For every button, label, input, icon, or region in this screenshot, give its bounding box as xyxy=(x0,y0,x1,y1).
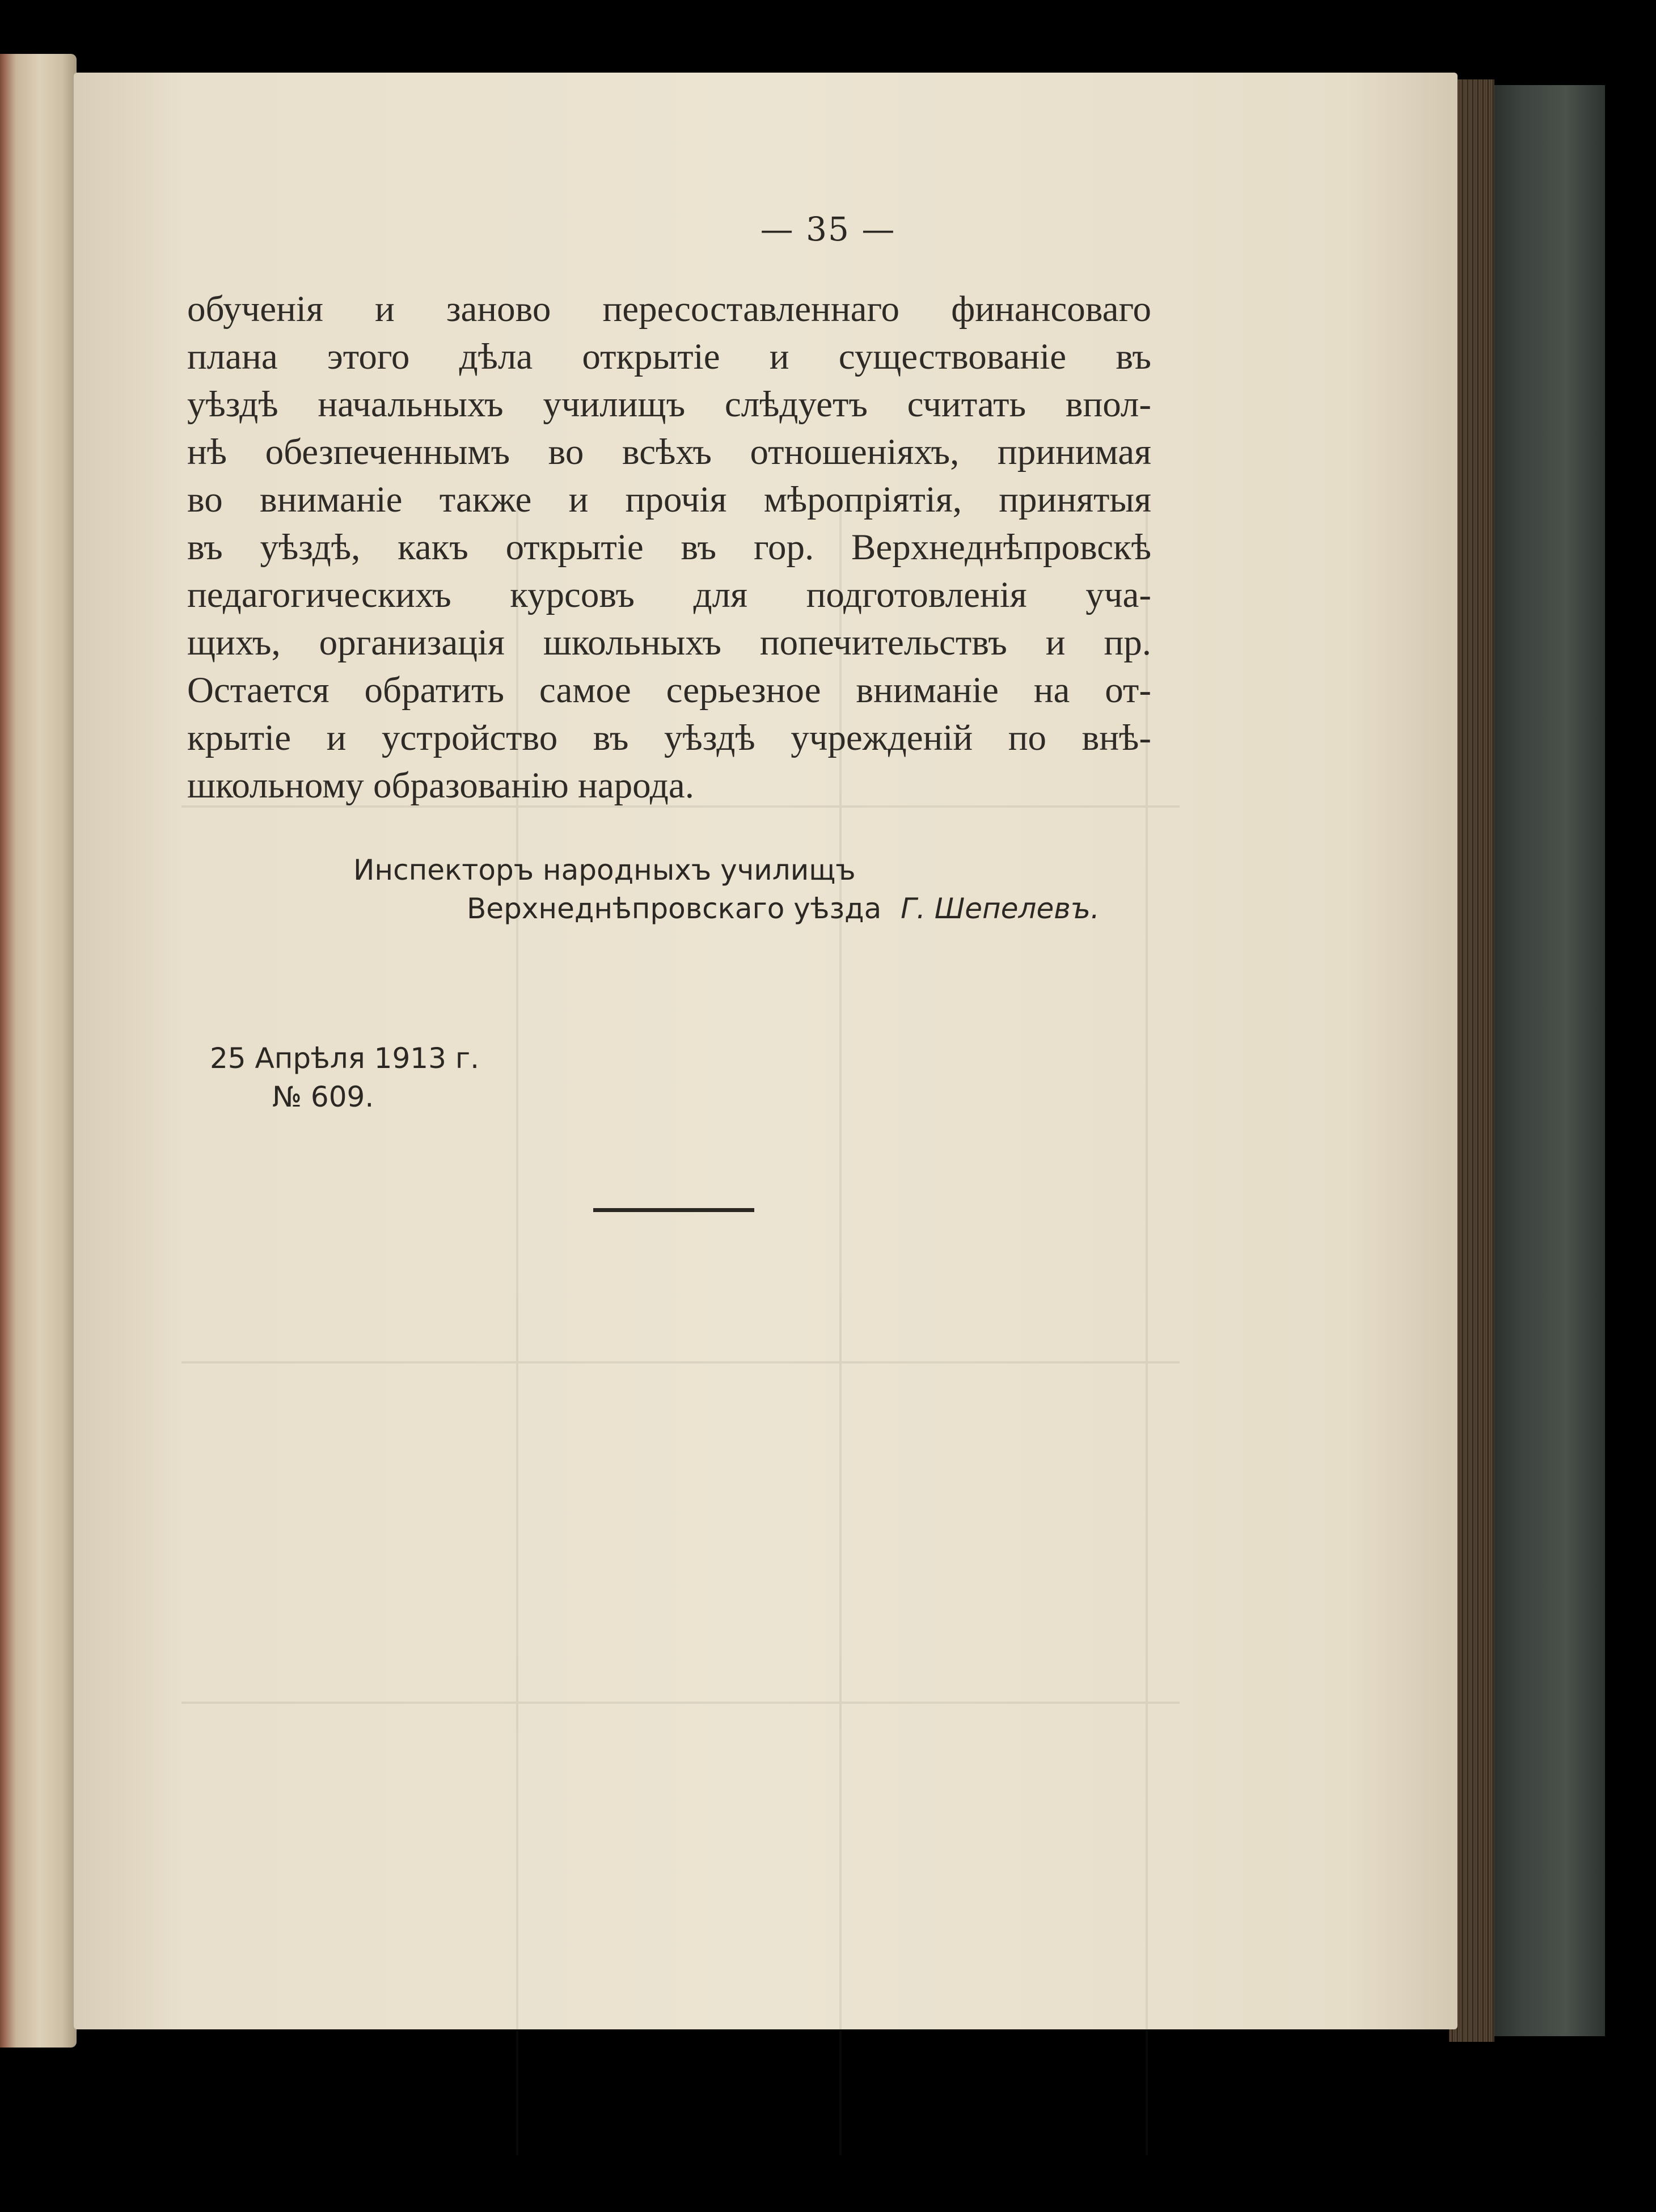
signature-title: Инспекторъ народныхъ училищъ xyxy=(353,854,856,887)
document-number: № 609. xyxy=(272,1080,374,1113)
left-page-edge xyxy=(0,54,77,2048)
body-line: во вниманіе также и прочія мѣропріятія, принятыя xyxy=(187,479,1151,520)
body-line: школьному образованію народа. xyxy=(187,765,694,806)
body-line: плана этого дѣла открытіе и существованіе въ xyxy=(187,336,1151,377)
document-date: 25 Апрѣля 1913 г. xyxy=(210,1042,479,1075)
signature-district: Верхнеднѣпровскаго уѣзда xyxy=(467,892,882,925)
body-line: щихъ, организація школьныхъ попечительствъ и пр. xyxy=(187,622,1151,663)
body-line: уѣздѣ начальныхъ училищъ слѣдуетъ считать впол- xyxy=(187,384,1151,425)
body-line: крытіе и устройство въ уѣздѣ учрежденій по внѣ- xyxy=(187,717,1151,758)
body-line: въ уѣздѣ, какъ открытіе въ гор. Верхнеднѣпровскѣ xyxy=(187,527,1151,568)
signature-name: Г. Шепелевъ. xyxy=(901,892,1100,925)
body-line: Остается обратить самое серьезное вниманіе на от- xyxy=(187,670,1151,711)
body-paragraph xyxy=(187,285,1151,809)
body-line: обученія и заново пересоставленнаго финансоваго xyxy=(187,289,1151,330)
signature-block xyxy=(467,892,1100,925)
body-line: нѣ обезпеченнымъ во всѣхъ отношеніяхъ, принимая xyxy=(187,432,1151,472)
closing-rule xyxy=(593,1208,754,1212)
page-number: — 35 — xyxy=(760,210,896,248)
body-line: педагогическихъ курсовъ для подготовленія уча- xyxy=(187,575,1151,615)
